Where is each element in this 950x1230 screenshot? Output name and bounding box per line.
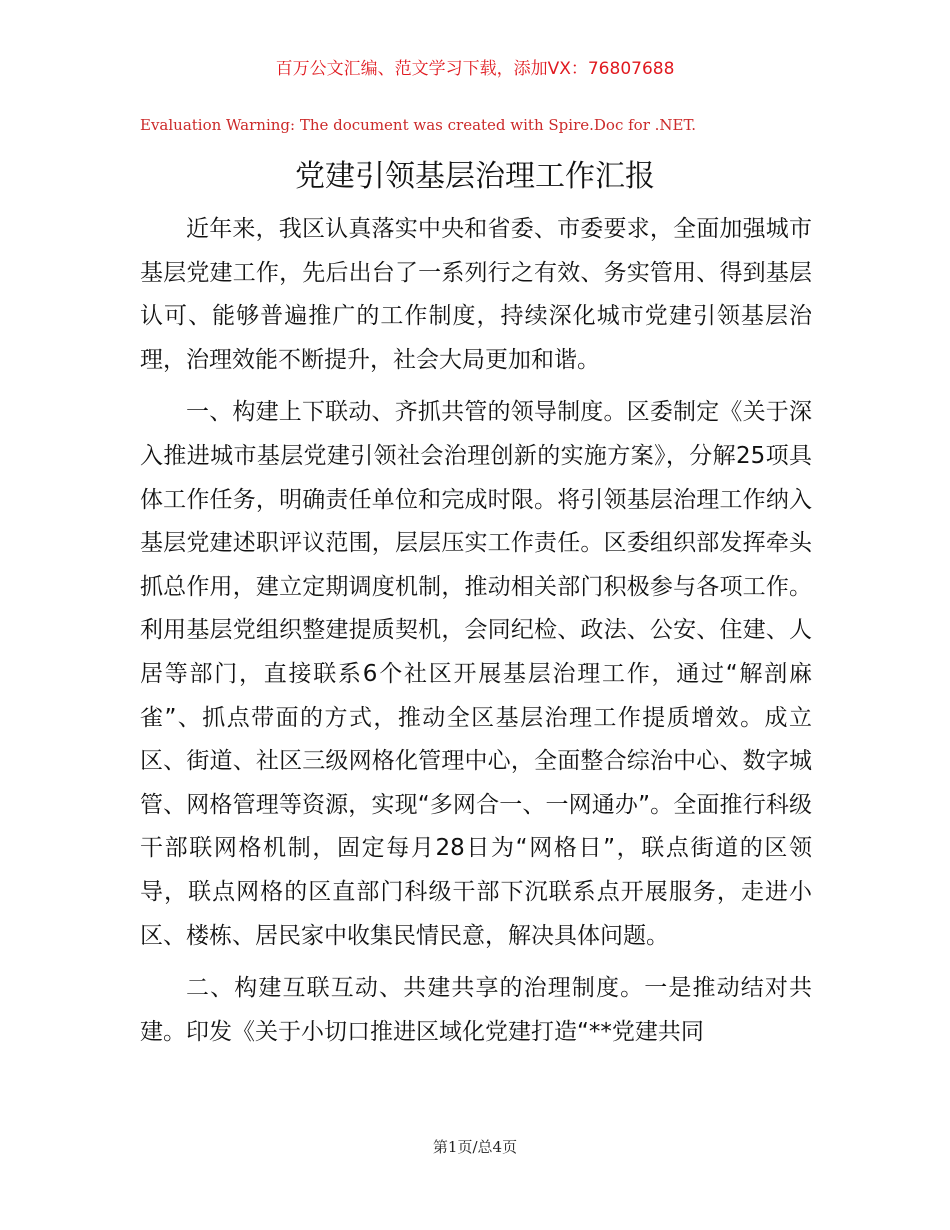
- document-body: [140, 208, 812, 1063]
- paragraph-section-2: 二、构建互联互动、共建共享的治理制度。一是推动结对共建。印发《关于小切口推进区域化党建打造“**党建共同: [140, 975, 812, 1045]
- paragraph-section-1: 一、构建上下联动、齐抓共管的领导制度。区委制定《关于深入推进城市基层党建引领社会治理创新的实施方案》，分解25项具体工作任务，明确责任单位和完成时限。将引领基层治理工作纳入基层党建述职评议范围，层层压实工作责任。区委组织部发挥牵头抓总作用，建立定期调度机制，推动相关部门积极参与各项工作。利用基层党组织整建提质契机，会同纪检、政法、公安、住建、人居等部门，直接联系6个社区开展基层治理工作，通过“解剖麻雀”、抓点带面的方式，推动全区基层治理工作提质增效。成立区、街道、社区三级网格化管理中心，全面整合综治中心、数字城管、网格管理等资源，实现“多网合一、一网通办”。全面推行科级干部联网格机制，固定每月28日为“网格日”，联点街道的区领导，联点网格的区直部门科级干部下沉联系点开展服务，走进小区、楼栋、居民家中收集民情民意，解决具体问题。: [140, 399, 812, 949]
- evaluation-warning: Evaluation Warning: The document was created with Spire.Doc for .NET.: [140, 116, 697, 134]
- paragraph-intro: 近年来，我区认真落实中央和省委、市委要求，全面加强城市基层党建工作，先后出台了一系列行之有效、务实管用、得到基层认可、能够普遍推广的工作制度，持续深化城市党建引领基层治理，治理效能不断提升，社会大局更加和谐。: [140, 216, 812, 373]
- page-number: 第1页/总4页: [432, 1138, 518, 1156]
- document-title: 党建引领基层治理工作汇报: [295, 159, 655, 194]
- promo-header: 百万公文汇编、范文学习下载，添加VX：76807688: [275, 59, 675, 79]
